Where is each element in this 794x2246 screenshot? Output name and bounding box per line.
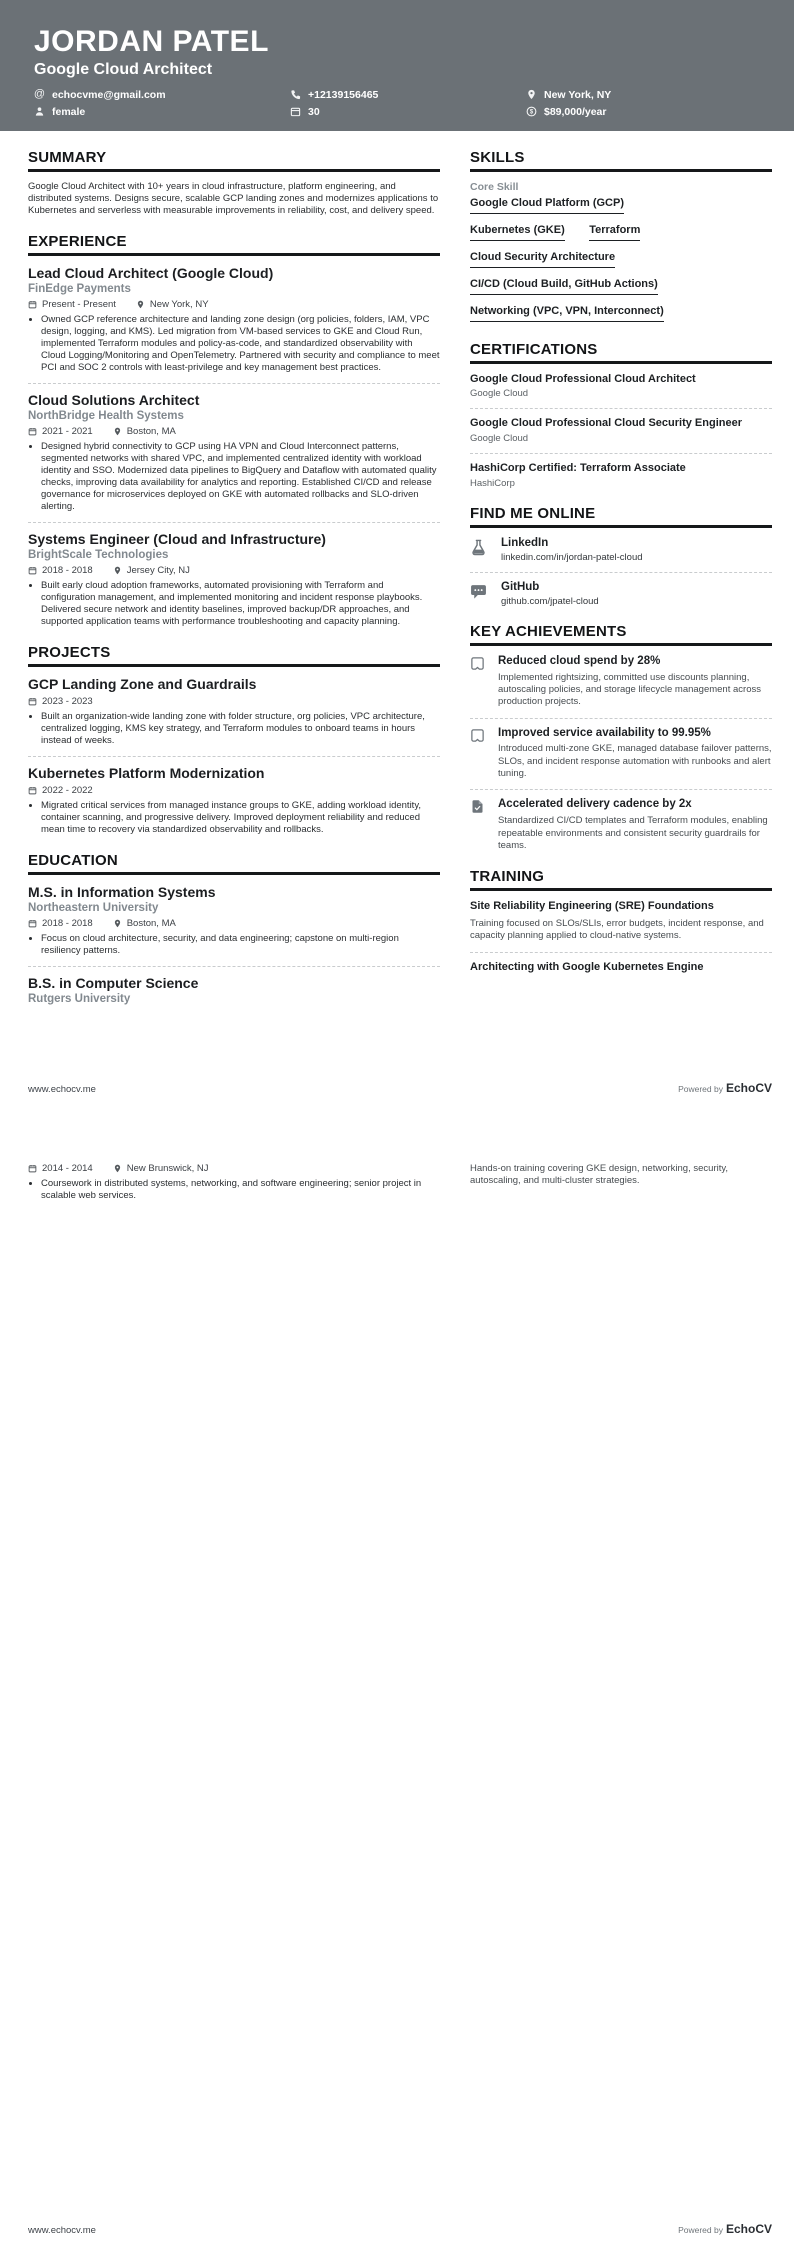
divider xyxy=(470,408,772,409)
powered-by-label: Powered by xyxy=(678,2225,723,2235)
job-entry xyxy=(28,531,440,628)
certification-issuer: HashiCorp xyxy=(470,477,515,489)
contact-age xyxy=(290,106,526,118)
contact-location-value: New York, NY xyxy=(544,88,612,101)
contact-phone-value: +12139156465 xyxy=(308,88,379,101)
person-name: JORDAN PATEL xyxy=(34,25,269,58)
find-me-online-heading: FIND ME ONLINE xyxy=(470,505,772,528)
divider xyxy=(28,383,440,384)
location-pin-icon xyxy=(113,566,122,575)
project-meta xyxy=(28,696,440,707)
degree-title: M.S. in Information Systems xyxy=(28,883,216,900)
training-section xyxy=(470,868,772,974)
project-title: Kubernetes Platform Modernization xyxy=(28,764,265,781)
skills-heading: SKILLS xyxy=(470,149,772,172)
page-2 xyxy=(0,1123,794,2246)
job-location: Jersey City, NJ xyxy=(126,564,190,576)
footer-powered-by xyxy=(678,1079,772,1097)
location-pin-icon xyxy=(113,1164,122,1173)
job-title: Lead Cloud Architect (Google Cloud) xyxy=(28,264,274,281)
achievement-description: Introduced multi-zone GKE, managed database failover patterns, SLOs, and incident response automation with runbooks and alert tuning. xyxy=(498,743,772,780)
right-column xyxy=(470,1163,772,1202)
education-dates: 2014 - 2014 xyxy=(42,1163,93,1174)
training-description: Training focused on SLOs/SLIs, error budgets, incident response, and capacity planning applied to cloud-native systems. xyxy=(470,917,764,942)
certification-entry xyxy=(470,373,772,400)
contact-email-value: echocvme@gmail.com xyxy=(52,88,166,101)
divider xyxy=(28,756,440,757)
calendar-icon xyxy=(28,1164,37,1173)
skill-item: Networking (VPC, VPN, Interconnect) xyxy=(470,305,664,322)
certifications-heading: CERTIFICATIONS xyxy=(470,341,772,364)
calendar-icon xyxy=(28,427,37,436)
project-title: GCP Landing Zone and Guardrails xyxy=(28,675,257,692)
project-dates: 2022 - 2022 xyxy=(42,784,93,796)
job-bullets xyxy=(41,441,440,513)
find-me-online-section xyxy=(470,505,772,607)
education-dates: 2018 - 2018 xyxy=(42,917,93,929)
job-location: Boston, MA xyxy=(126,426,176,437)
training-entry xyxy=(470,961,772,975)
contact-gender-value: female xyxy=(52,105,86,118)
job-dates: 2018 - 2018 xyxy=(42,564,93,576)
achievement-title: Accelerated delivery cadence by 2x xyxy=(498,798,692,811)
training-heading: TRAINING xyxy=(470,868,772,891)
powered-by-label: Powered by xyxy=(678,1084,723,1094)
certification-name: Google Cloud Professional Cloud Security Engineer xyxy=(470,417,742,430)
calendar-icon xyxy=(28,697,37,706)
left-column xyxy=(28,1163,440,1202)
chat-bubble-icon xyxy=(470,581,490,605)
divider xyxy=(470,572,772,573)
left-column xyxy=(28,149,440,1021)
certification-issuer: Google Cloud xyxy=(470,433,529,444)
contact-age-value: 30 xyxy=(308,105,320,118)
key-achievements-heading: KEY ACHIEVEMENTS xyxy=(470,623,772,646)
footer-powered-by xyxy=(678,2220,772,2238)
summary-section xyxy=(28,149,440,217)
education-bullets xyxy=(41,1178,440,1202)
projects-heading: PROJECTS xyxy=(28,644,440,667)
job-meta xyxy=(28,565,440,576)
page2-columns xyxy=(0,1123,794,1202)
education-section xyxy=(28,852,440,1005)
training-description: Hands-on training covering GKE design, networking, security, autoscaling, and multi-cluster strategies. xyxy=(470,1163,729,1187)
school-name: Northeastern University xyxy=(28,901,159,914)
certification-name: HashiCorp Certified: Terraform Associate xyxy=(470,462,686,474)
page2-footer xyxy=(28,2220,772,2238)
training-entry xyxy=(470,900,772,942)
brand-name: EchoCV xyxy=(725,1081,772,1095)
job-entry xyxy=(28,265,440,374)
projects-section xyxy=(28,644,440,836)
education-bullet: • Focus on cloud architecture, security, and data engineering; capstone on multi-region resiliency patterns. xyxy=(41,933,440,957)
job-bullet: • Owned GCP reference architecture and landing zone design (org policies, folders, IAM, VPC design, logging, and KMS). Led migration from VM-based services to GKE and Cloud Run, implemented Terraform modules and policy-as-code, and standardized observability with Cloud Logging/Monitoring and OpenTelemetry. Partnered with security and compliance to meet PCI and SOC 2 controls with least-privilege and key management best practices. xyxy=(41,314,440,374)
experience-section xyxy=(28,233,440,628)
project-bullet: • Built an organization-wide landing zone with folder structure, org policies, VPC architecture, centralized logging, KMS key strategy, and Terraform modules to onboard teams in hours instead of weeks. xyxy=(41,711,440,747)
education-entry-continued xyxy=(28,1163,440,1202)
achievement-description: Standardized CI/CD templates and Terraform modules, enabling repeatable environments and consistent security guardrails for teams. xyxy=(498,815,768,851)
skills-list xyxy=(470,217,772,325)
divider xyxy=(28,522,440,523)
footer-site-link[interactable]: www.echocv.me xyxy=(28,2225,96,2236)
divider xyxy=(470,789,772,790)
divider xyxy=(28,966,440,967)
footer-site-link[interactable]: www.echocv.me xyxy=(28,1084,96,1095)
degree-title: B.S. in Computer Science xyxy=(28,974,199,991)
location-pin-icon xyxy=(113,919,122,928)
project-bullets xyxy=(41,711,440,747)
education-heading: EDUCATION xyxy=(28,852,440,875)
skill-item: Cloud Security Architecture xyxy=(470,251,615,268)
achievement-entry xyxy=(470,727,772,781)
project-meta xyxy=(28,785,440,796)
brand-name: EchoCV xyxy=(725,2222,772,2236)
job-bullet: • Designed hybrid connectivity to GCP using HA VPN and Cloud Interconnect patterns, segmented networks with shared VPC, and implemented centralized identity with workload identity and SSO. Modernized data pipelines to BigQuery and Dataflow with automated quality checks, improving data availability for analytics and reporting. Established CI/CD and release governance for microservices deployed on GKE with automated rollbacks and SLO-driven alerting. xyxy=(41,441,440,513)
job-meta xyxy=(28,426,440,437)
project-entry xyxy=(28,676,440,747)
achievement-description: Implemented rightsizing, committed use discounts planning, autoscaling policies, and storage lifecycle management across production projects. xyxy=(498,671,761,708)
person-icon xyxy=(34,106,45,117)
skill-item: Kubernetes (GKE) xyxy=(470,224,565,241)
online-profile-github xyxy=(470,581,772,607)
person-job-title: Google Cloud Architect xyxy=(34,60,213,78)
calendar-icon xyxy=(28,566,37,575)
skill-item: CI/CD (Cloud Build, GitHub Actions) xyxy=(470,278,658,295)
training-title: Site Reliability Engineering (SRE) Foundations xyxy=(470,900,714,913)
education-entry xyxy=(28,884,440,957)
page1-columns xyxy=(0,131,794,1021)
skills-section xyxy=(470,149,772,325)
certification-name: Google Cloud Professional Cloud Architect xyxy=(470,372,696,385)
certification-entry xyxy=(470,462,772,489)
online-profile-url[interactable]: linkedin.com/in/jordan-patel-cloud xyxy=(501,551,643,563)
divider xyxy=(470,952,772,953)
contact-salary xyxy=(526,106,760,118)
salary-icon xyxy=(526,106,537,117)
online-profile-url[interactable]: github.com/jpatel-cloud xyxy=(501,595,599,607)
key-achievements-section xyxy=(470,623,772,852)
education-location: Boston, MA xyxy=(126,917,176,929)
job-dates: 2021 - 2021 xyxy=(42,426,93,437)
job-bullet: • Built early cloud adoption frameworks, automated provisioning with Terraform and configuration management, and implemented monitoring and incident response playbooks. Delivered secure network and identity baselines, improved backup/DR approaches, and supported application teams with performance troubleshooting and capacity planning. xyxy=(41,580,440,628)
online-profile-linkedin xyxy=(470,537,772,563)
contact-location xyxy=(526,89,760,101)
certification-issuer: Google Cloud xyxy=(470,388,529,400)
online-profile-label: GitHub xyxy=(501,580,540,593)
project-bullets xyxy=(41,800,440,836)
contact-salary-value: $89,000/year xyxy=(544,105,607,118)
divider xyxy=(470,718,772,719)
achievement-title: Reduced cloud spend by 28% xyxy=(498,654,661,667)
achievement-title: Improved service availability to 99.95% xyxy=(498,726,711,739)
achievement-entry xyxy=(470,798,772,852)
education-entry xyxy=(28,975,440,1005)
divider xyxy=(470,453,772,454)
calendar-icon xyxy=(28,919,37,928)
education-location: New Brunswick, NJ xyxy=(126,1163,209,1174)
right-column xyxy=(470,149,772,1021)
bookmark-icon xyxy=(470,655,487,676)
education-meta xyxy=(28,1163,440,1174)
job-company: BrightScale Technologies xyxy=(28,548,169,561)
location-pin-icon xyxy=(136,300,145,309)
project-entry xyxy=(28,765,440,836)
school-name: Rutgers University xyxy=(28,992,131,1005)
contact-phone xyxy=(290,89,526,101)
job-title: Cloud Solutions Architect xyxy=(28,391,200,408)
job-entry xyxy=(28,392,440,513)
job-company: FinEdge Payments xyxy=(28,283,131,296)
education-bullets xyxy=(41,933,440,957)
experience-heading: EXPERIENCE xyxy=(28,233,440,256)
achievement-entry xyxy=(470,655,772,709)
location-pin-icon xyxy=(526,89,537,100)
phone-icon xyxy=(290,89,301,100)
job-bullets xyxy=(41,580,440,628)
location-pin-icon xyxy=(113,427,122,436)
page1-footer xyxy=(28,1079,772,1097)
document-check-icon xyxy=(470,798,487,819)
project-dates: 2023 - 2023 xyxy=(42,695,93,707)
training-title: Architecting with Google Kubernetes Engine xyxy=(470,960,704,973)
flask-icon xyxy=(470,537,490,561)
skill-item: Terraform xyxy=(589,224,640,241)
education-bullet: • Coursework in distributed systems, networking, and software engineering; senior project in scalable web services. xyxy=(41,1178,440,1202)
certifications-section xyxy=(470,341,772,489)
job-meta xyxy=(28,299,440,310)
core-skill-label: Core Skill xyxy=(470,180,519,193)
summary-heading: SUMMARY xyxy=(28,149,440,172)
summary-text: Google Cloud Architect with 10+ years in cloud infrastructure, platform engineering, and distributed systems. Designs secure, scalable GCP landing zones and modernizes applications to Kubernetes and serverless with measurable improvements in reliability, cost, and delivery speed. xyxy=(28,180,439,216)
job-title: Systems Engineer (Cloud and Infrastructure) xyxy=(28,530,326,547)
contact-info xyxy=(34,89,760,118)
education-meta xyxy=(28,918,440,929)
certification-entry xyxy=(470,417,772,444)
resume-header xyxy=(0,0,794,131)
svg-text:$: $ xyxy=(529,109,534,116)
online-profile-label: LinkedIn xyxy=(501,536,549,549)
calendar-icon xyxy=(290,106,301,117)
contact-email xyxy=(34,89,290,101)
bookmark-icon xyxy=(470,727,487,748)
calendar-icon xyxy=(28,786,37,795)
job-location: New York, NY xyxy=(149,299,209,311)
job-dates: Present - Present xyxy=(42,299,116,311)
project-bullet: • Migrated critical services from managed instance groups to GKE, adding workload identity, container scanning, and progressive delivery. Improved deployment reliability and reduced mean time to recovery via standardized observability and rollbacks. xyxy=(41,800,440,836)
email-icon: @ xyxy=(33,88,46,100)
job-company: NorthBridge Health Systems xyxy=(28,410,184,422)
contact-gender xyxy=(34,106,290,118)
calendar-icon xyxy=(28,300,37,309)
skill-item: Google Cloud Platform (GCP) xyxy=(470,197,624,214)
job-bullets xyxy=(41,314,440,374)
